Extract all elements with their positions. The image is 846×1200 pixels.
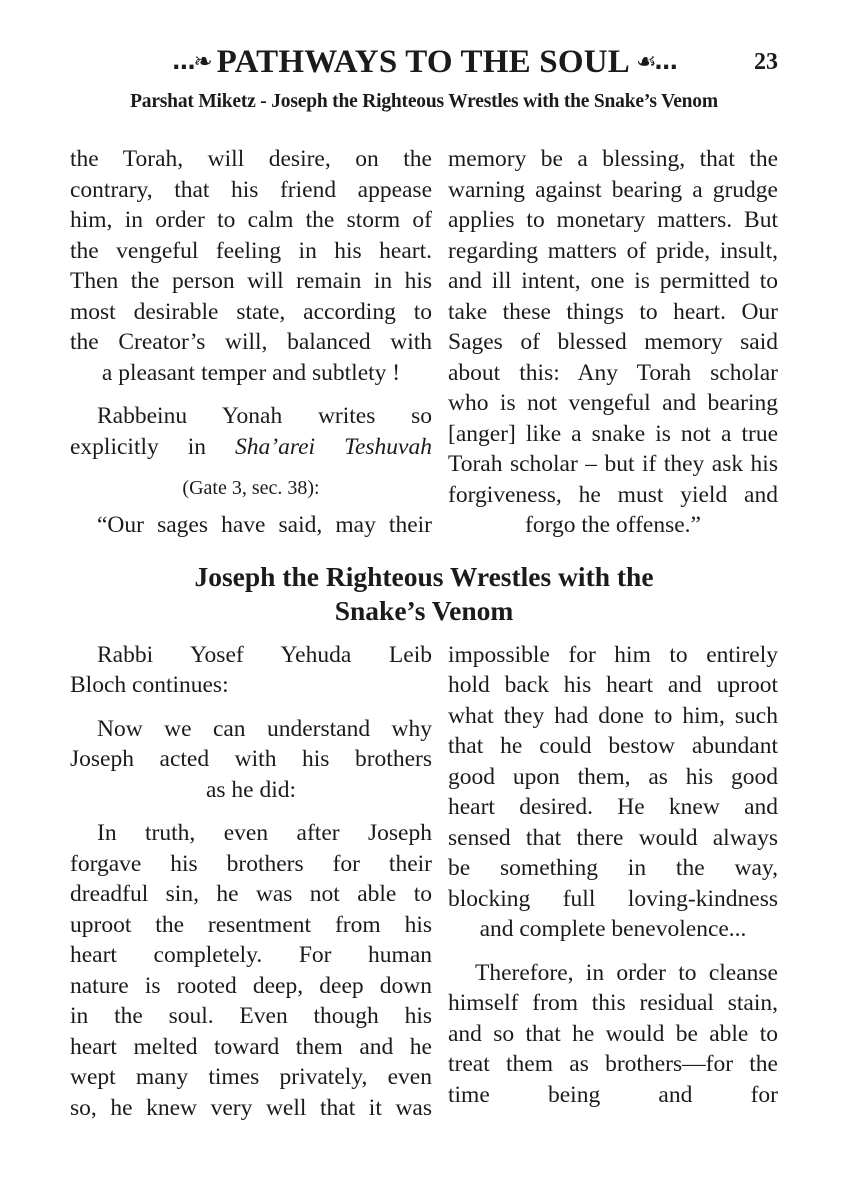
- text-line: warning against bearing a grudge: [448, 176, 778, 203]
- text-line: what they had done to him, such: [448, 702, 778, 729]
- text-line: forgave his brothers for their: [70, 850, 432, 877]
- text-line: in the soul. Even though his: [70, 1003, 432, 1029]
- text-line: dreadful sin, he was not able to: [70, 881, 432, 907]
- text-line: as he did:: [205, 776, 297, 803]
- paragraph: [70, 401, 432, 462]
- text-line: Now we can understand why: [97, 715, 432, 742]
- text-line: good upon them, as his good: [448, 763, 778, 790]
- text-line: and complete benevolence...: [479, 916, 747, 942]
- text-line: about this: Any Torah scholar: [448, 359, 778, 386]
- top-left-column: [70, 144, 432, 541]
- paragraph: [70, 818, 432, 1123]
- top-right-column: [448, 144, 778, 541]
- flourish-right-icon: ☙…: [635, 49, 676, 75]
- paragraph: [448, 640, 778, 945]
- text-segment: explicitly in: [70, 433, 236, 460]
- text-line: applies to monetary matters. But: [448, 207, 778, 233]
- text-line: the Torah, will desire, on the: [70, 146, 432, 172]
- text-line: himself from this residual stain,: [448, 990, 778, 1016]
- text-line: “Our sages have said, may their: [97, 512, 432, 538]
- paragraph: [448, 958, 778, 1111]
- text-line: sensed that there would always: [448, 824, 778, 851]
- text-line: [70, 432, 432, 463]
- text-line: contrary, that his friend appease: [70, 176, 432, 203]
- text-line: time being and for: [448, 1081, 778, 1108]
- text-line: and so that he would be able to: [448, 1020, 778, 1047]
- text-line: memory be a blessing, that the: [448, 146, 778, 172]
- text-line: (Gate 3, sec. 38):: [182, 477, 320, 499]
- text-line: most desirable state, according to: [70, 298, 432, 325]
- paragraph: [70, 640, 432, 701]
- paragraph: [70, 714, 432, 806]
- text-line: heart completely. For human: [70, 942, 432, 968]
- paragraph: [70, 475, 432, 501]
- text-line: and ill intent, one is permitted to: [448, 268, 778, 294]
- italic-text: Sha’arei Teshuvah: [235, 433, 432, 460]
- text-line: [anger] like a snake is not a true: [448, 420, 778, 447]
- book-title: PATHWAYS TO THE SOUL: [216, 44, 630, 80]
- paragraph: [70, 510, 432, 541]
- page-number: 23: [754, 49, 778, 75]
- section-heading-line1: Joseph the Righteous Wrestles with the: [194, 560, 654, 592]
- page-header: [70, 40, 778, 115]
- text-line: uproot the resentment from his: [70, 911, 432, 938]
- title-row: [70, 40, 778, 86]
- text-line: In truth, even after Joseph: [97, 820, 432, 846]
- text-line: forgiveness, he must yield and: [448, 481, 778, 508]
- text-line: Therefore, in order to cleanse: [475, 959, 778, 986]
- text-line: take these things to heart. Our: [448, 298, 778, 325]
- text-line: regarding matters of pride, insult,: [448, 237, 778, 264]
- text-line: Rabbi Yosef Yehuda Leib: [97, 641, 432, 668]
- text-line: the Creator’s will, balanced with: [70, 329, 432, 355]
- text-line: blocking full loving-kindness: [448, 885, 778, 912]
- page-body: [70, 144, 778, 1123]
- text-line: heart desired. He knew and: [448, 794, 778, 820]
- text-line: be something in the way,: [448, 855, 778, 881]
- text-line: nature is rooted deep, deep down: [70, 972, 432, 999]
- chapter-subtitle: Parshat Miketz - Joseph the Righteous Wrestles with the Snake’s Venom: [130, 91, 718, 112]
- text-line: him, in order to calm the storm of: [70, 207, 432, 233]
- text-line: treat them as brothers—for the: [448, 1051, 778, 1077]
- text-line: impossible for him to entirely: [448, 641, 778, 668]
- text-line: hold back his heart and uproot: [448, 672, 778, 698]
- section-heading: [70, 560, 778, 628]
- bottom-right-column: [448, 640, 778, 1124]
- text-line: Then the person will remain in his: [70, 268, 432, 294]
- text-line: that he could bestow abundant: [448, 733, 778, 759]
- text-line: heart melted toward them and he: [70, 1033, 432, 1060]
- bottom-columns: [70, 640, 778, 1124]
- text-line: Joseph acted with his brothers: [70, 746, 432, 772]
- section-heading-line2: Snake’s Venom: [334, 594, 514, 626]
- text-line: Rabbeinu Yonah writes so: [97, 403, 432, 429]
- paragraph: [448, 144, 778, 541]
- text-line: Sages of blessed memory said: [448, 329, 778, 355]
- text-line: so, he knew very well that it was: [70, 1094, 432, 1121]
- text-line: wept many times privately, even: [70, 1064, 432, 1090]
- top-columns: [70, 144, 778, 541]
- text-line: Bloch continues:: [70, 672, 229, 698]
- paragraph: [70, 144, 432, 388]
- text-line: a pleasant temper and subtlety !: [101, 359, 401, 386]
- text-line: forgo the offense.”: [525, 512, 701, 538]
- text-line: the vengeful feeling in his heart.: [70, 237, 432, 264]
- text-line: Torah scholar – but if they ask his: [448, 451, 778, 477]
- text-line: who is not vengeful and bearing: [448, 390, 778, 416]
- flourish-left-icon: …❧: [172, 49, 211, 75]
- bottom-left-column: [70, 640, 432, 1124]
